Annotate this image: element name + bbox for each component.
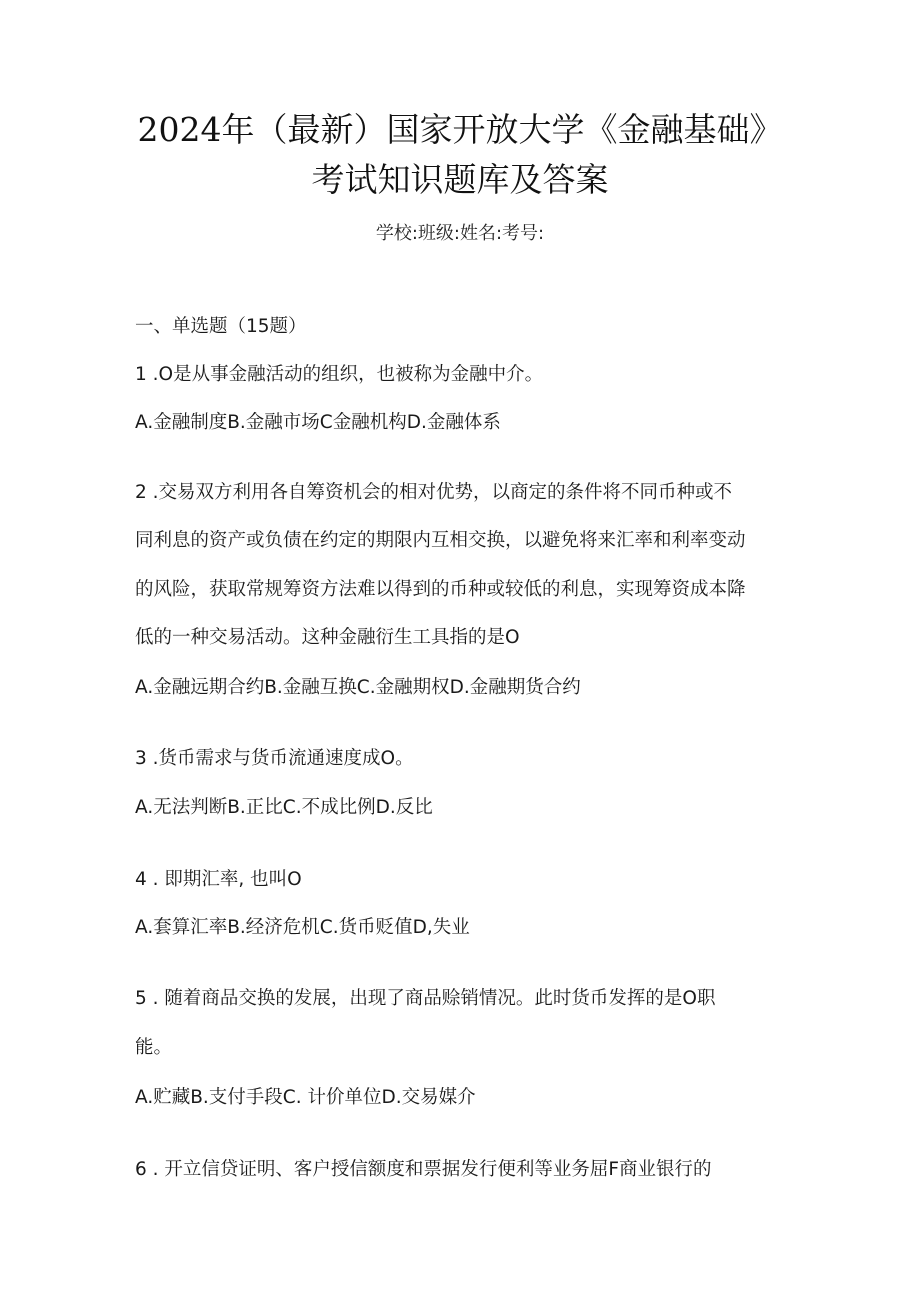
question-5-options: A.贮藏B.支付手段C. 计价单位D.交易媒介	[135, 1087, 476, 1108]
document-title-line-1: 2024年（最新）国家开放大学《金融基础》	[137, 110, 783, 149]
question-5-text-line-2: 能。	[135, 1037, 173, 1058]
question-2-text-line-2: 同利息的资产或负债在约定的期限内互相交换，以避免将来汇率和利率变动	[135, 530, 746, 551]
question-2-text-line-4: 低的一种交易活动。这种金融衍生工具指的是O	[135, 627, 520, 648]
section-heading: 一、单选题（15题）	[135, 316, 307, 337]
question-1-text: 1 .O是从事金融活动的组织，也被称为金融中介。	[135, 364, 544, 385]
question-5-text-line-1: 5 . 随着商品交换的发展，出现了商品赊销情况。此时货币发挥的是O职	[135, 988, 716, 1009]
question-1-options: A.金融制度B.金融市场C金融机构D.金融体系	[135, 412, 501, 433]
question-2-text-line-1: 2 .交易双方利用各自筹资机会的相对优势，以商定的条件将不同币种或不	[135, 482, 733, 503]
document-title-line-2: 考试知识题库及答案	[311, 160, 609, 199]
question-3-text: 3 .货币需求与货币流通速度成O。	[135, 748, 414, 769]
question-2-options: A.金融远期合约B.金融互换C.金融期权D.金融期货合约	[135, 677, 581, 698]
question-3-options: A.无法判断B.正比C.不成比例D.反比	[135, 797, 433, 818]
question-4-options: A.套算汇率B.经济危机C.货币贬值D,失业	[135, 917, 470, 938]
student-info-line: 学校:班级:姓名:考号:	[375, 223, 545, 244]
question-6-text: 6 . 开立信贷证明、客户授信额度和票据发行便利等业务屈F商业银行的	[135, 1159, 712, 1180]
question-4-text: 4 . 即期汇率, 也叫O	[135, 869, 302, 890]
question-2-text-line-3: 的风险，获取常规筹资方法难以得到的币种或较低的利息，实现筹资成本降	[135, 579, 746, 600]
